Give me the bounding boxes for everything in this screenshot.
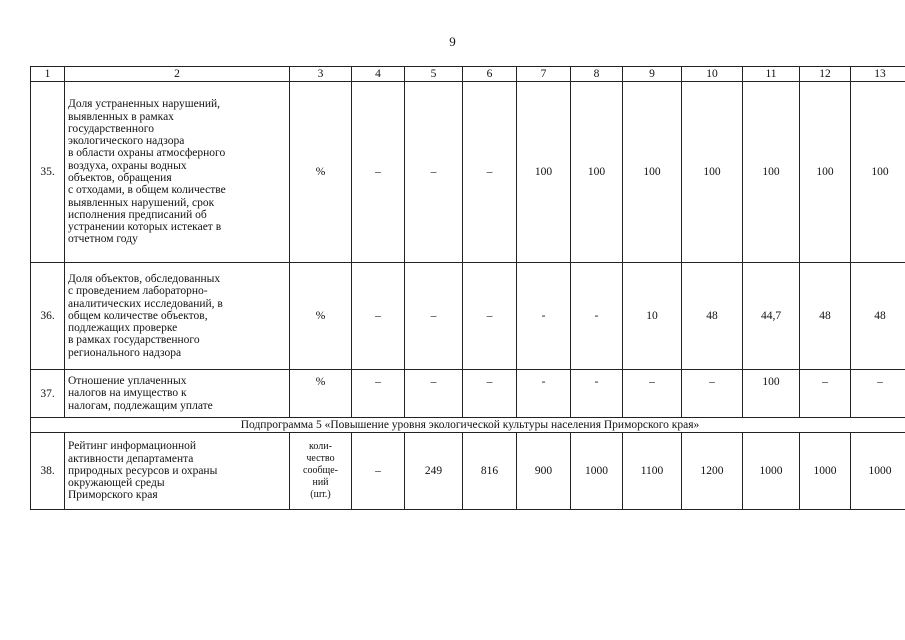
name-line: активности департамента — [68, 452, 194, 465]
value-cell: 48 — [851, 263, 905, 370]
row-number: 36. — [31, 263, 65, 370]
value-cell: 1100 — [623, 433, 682, 510]
table-row — [31, 263, 905, 370]
value-cell: 900 — [517, 433, 571, 510]
value-cell: – — [352, 433, 405, 510]
table-row — [31, 82, 905, 263]
name-line: Отношение уплаченных — [68, 375, 187, 388]
subprogram-row — [31, 418, 905, 433]
value-cell: 48 — [682, 263, 743, 370]
value-cell: – — [682, 370, 743, 418]
header-cell: 10 — [682, 67, 743, 82]
header-cell: 7 — [517, 67, 571, 82]
value-cell: – — [352, 370, 405, 418]
header-cell: 11 — [743, 67, 800, 82]
unit-cell: % — [290, 263, 352, 370]
value-cell: 1000 — [800, 433, 851, 510]
name-line: в области охраны атмосферного — [68, 147, 226, 160]
value-cell: – — [405, 263, 463, 370]
row-number: 38. — [31, 433, 65, 510]
name-line: налогов на имущество к — [68, 387, 187, 400]
value-cell: - — [517, 263, 571, 370]
header-cell: 6 — [463, 67, 517, 82]
value-cell: 100 — [743, 82, 800, 263]
indicator-table — [30, 66, 905, 510]
header-cell: 13 — [851, 67, 905, 82]
name-line: Доля объектов, обследованных — [68, 272, 221, 285]
value-cell: – — [352, 82, 405, 263]
header-cell: 12 — [800, 67, 851, 82]
header-cell: 3 — [290, 67, 352, 82]
name-line: выявленных в рамках — [68, 110, 174, 123]
indicator-name — [65, 82, 290, 263]
subprogram-title: Подпрограмма 5 «Повышение уровня экологической культуры населения Приморского края» — [31, 418, 905, 433]
name-line: отчетном году — [68, 233, 138, 246]
name-line: налогам, подлежащим уплате — [68, 399, 213, 412]
unit-cell: % — [290, 82, 352, 263]
table-row — [31, 433, 905, 510]
name-line: Доля устраненных нарушений, — [68, 98, 221, 111]
name-line: исполнения предписаний об — [68, 208, 207, 221]
value-cell: 100 — [517, 82, 571, 263]
name-line: природных ресурсов и охраны — [68, 464, 218, 477]
name-line: объектов, обращения — [68, 172, 172, 184]
name-line: общем количестве объектов, — [68, 309, 208, 322]
header-cell: 4 — [352, 67, 405, 82]
value-cell: - — [571, 263, 623, 370]
name-line: подлежащих проверке — [68, 322, 178, 335]
header-cell: 8 — [571, 67, 623, 82]
row-number: 35. — [31, 82, 65, 263]
unit-line: ний — [312, 477, 329, 488]
value-cell: – — [463, 263, 517, 370]
value-cell: – — [352, 263, 405, 370]
name-line: с проведением лабораторно- — [68, 285, 208, 298]
value-cell: 100 — [682, 82, 743, 263]
value-cell: – — [800, 370, 851, 418]
value-cell: – — [405, 82, 463, 263]
value-cell: - — [517, 370, 571, 418]
name-line: окружающей среды — [68, 477, 165, 490]
name-line: воздуха, охраны водных — [68, 159, 187, 172]
indicator-name — [65, 370, 290, 418]
value-cell: 44,7 — [743, 263, 800, 370]
header-row — [31, 67, 905, 82]
name-line: Рейтинг информационной — [68, 440, 197, 453]
value-cell: – — [463, 82, 517, 263]
name-line: Приморского края — [68, 489, 158, 502]
value-cell: 10 — [623, 263, 682, 370]
header-cell: 2 — [65, 67, 290, 82]
header-cell: 5 — [405, 67, 463, 82]
unit-cell — [290, 433, 352, 510]
indicator-name — [65, 263, 290, 370]
table-row — [31, 370, 905, 418]
name-line: выявленных нарушений, срок — [68, 196, 215, 209]
name-line: экологического надзора — [68, 135, 185, 148]
value-cell: 249 — [405, 433, 463, 510]
name-line: государственного — [68, 122, 154, 135]
indicator-name — [65, 433, 290, 510]
name-line: устранении которых истекает в — [68, 221, 222, 234]
unit-line: сообще- — [303, 465, 338, 476]
name-line: аналитических исследований, в — [68, 297, 223, 310]
value-cell: – — [851, 370, 905, 418]
value-cell: – — [623, 370, 682, 418]
name-line: в рамках государственного — [68, 334, 200, 347]
value-cell: 1200 — [682, 433, 743, 510]
header-cell: 9 — [623, 67, 682, 82]
value-cell: 100 — [743, 370, 800, 418]
value-cell: 1000 — [851, 433, 905, 510]
unit-line: (шт.) — [310, 489, 331, 500]
value-cell: 1000 — [743, 433, 800, 510]
value-cell: 100 — [623, 82, 682, 263]
page-number: 9 — [449, 34, 456, 49]
value-cell: 1000 — [571, 433, 623, 510]
value-cell: 100 — [851, 82, 905, 263]
unit-line: коли- — [309, 441, 332, 452]
value-cell: 100 — [800, 82, 851, 263]
name-line: регионального надзора — [68, 346, 182, 359]
unit-cell: % — [290, 370, 352, 418]
header-cell: 1 — [31, 67, 65, 82]
value-cell: 48 — [800, 263, 851, 370]
row-number: 37. — [31, 370, 65, 418]
name-line: с отходами, в общем количестве — [68, 184, 226, 197]
value-cell: 100 — [571, 82, 623, 263]
value-cell: – — [463, 370, 517, 418]
value-cell: – — [405, 370, 463, 418]
unit-line: чество — [306, 453, 335, 464]
value-cell: 816 — [463, 433, 517, 510]
value-cell: - — [571, 370, 623, 418]
